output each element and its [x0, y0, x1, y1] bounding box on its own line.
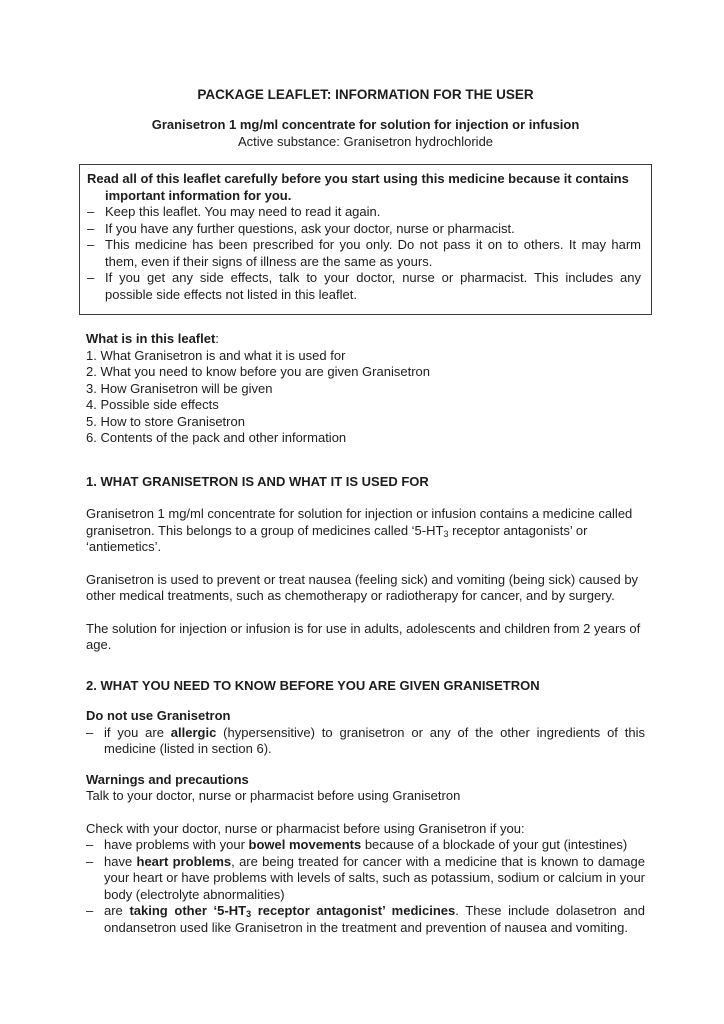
- warning-bullet: [86, 903, 645, 936]
- bullet-dash: –: [87, 204, 95, 219]
- paragraph: The solution for injection or infusion is for use in adults, adolescents and children from 2 years of age.: [86, 620, 641, 652]
- paragraph: [86, 506, 645, 556]
- box-heading: Read all of this leaflet carefully before you start using this medicine because it contains important information for you.: [87, 171, 629, 203]
- list-item: [87, 270, 641, 303]
- text-segment: have problems with your: [104, 837, 249, 852]
- warnings-heading: Warnings and precautions: [86, 771, 249, 787]
- active-substance: Active substance: Granisetron hydrochloride: [237, 133, 494, 149]
- text-segment: are: [104, 903, 130, 918]
- toc-heading-text: What is in this leaflet: [86, 331, 216, 346]
- page-title: PACKAGE LEAFLET: INFORMATION FOR THE USER: [197, 87, 534, 102]
- do-not-use-bullet: [86, 725, 645, 758]
- warning-bullet: [86, 854, 645, 904]
- list-item: [87, 204, 641, 221]
- list-item: [87, 221, 641, 238]
- subscript: 3: [246, 909, 252, 919]
- toc-heading-colon: :: [215, 331, 219, 346]
- subscript: 3: [443, 528, 449, 539]
- bullet-dash: –: [86, 837, 94, 852]
- bold-text: [129, 903, 455, 918]
- bullet-dash: –: [86, 724, 94, 740]
- paragraph: Granisetron is used to prevent or treat nausea (feeling sick) and vomiting (being sick) caused by other medical treatments, such as chemotherapy or radiotherapy for cancer, and by surgery.: [86, 571, 639, 603]
- bullet-dash: –: [86, 903, 94, 918]
- bold-text: allergic: [170, 724, 217, 740]
- toc-item: 1. What Granisetron is and what it is used for: [86, 347, 346, 363]
- bullet-text: [104, 837, 645, 854]
- bullet-dash: –: [87, 237, 95, 252]
- toc: [86, 331, 645, 447]
- bullet-dash: –: [87, 220, 95, 236]
- toc-item: 6. Contents of the pack and other information: [86, 430, 347, 445]
- bold-text: heart problems: [136, 853, 232, 869]
- bullet-text: [104, 903, 645, 936]
- section-1-heading: 1. WHAT GRANISETRON IS AND WHAT IT IS USED FOR: [86, 473, 429, 489]
- product-name: Granisetron 1 mg/ml concentrate for solution for injection or infusion: [151, 117, 580, 132]
- check-intro: Check with your doctor, nurse or pharmacist before using Granisetron if you:: [86, 820, 525, 836]
- warnings-intro: Talk to your doctor, nurse or pharmacist before using Granisetron: [86, 788, 461, 803]
- toc-item: 5. How to store Granisetron: [86, 413, 245, 429]
- bullet-text: Keep this leaflet. You may need to read it again.: [105, 204, 381, 219]
- text-segment: taking other ‘5-HT: [129, 903, 247, 918]
- do-not-use-heading: Do not use Granisetron: [86, 708, 231, 723]
- toc-item: 2. What you need to know before you are given Granisetron: [86, 364, 430, 379]
- read-carefully-box: [79, 164, 652, 315]
- toc-item: 4. Possible side effects: [86, 397, 219, 412]
- toc-item: 3. How Granisetron will be given: [86, 380, 273, 396]
- toc-heading: [86, 331, 645, 348]
- bullet-text: If you get any side effects, talk to your doctor, nurse or pharmacist. This includes any possible side effects not listed in this leaflet.: [105, 270, 641, 302]
- text-segment: because of a blockade of your gut (intestines): [361, 837, 628, 852]
- text-segment: if you are: [104, 724, 171, 740]
- text-segment: , are being treated for cancer with a medicine that is known to damage your heart or have problems with levels of salts, such as potassium, sodium or calcium in your body (electrolyte abnormalities): [104, 853, 645, 902]
- text-segment: Granisetron 1 mg/ml concentrate for solution for injection or infusion contains a medicine called granisetron. This belongs to a group of medicines called ‘5-HT: [86, 506, 633, 538]
- section-2-heading: 2. WHAT YOU NEED TO KNOW BEFORE YOU ARE GIVEN GRANISETRON: [86, 677, 540, 693]
- warning-bullet: [86, 837, 645, 854]
- text-segment: . These include dolasetron and ondansetron used like Granisetron in the treatment and prevention of nausea and vomiting.: [104, 903, 646, 935]
- page-content: [79, 86, 652, 936]
- list-item: [87, 237, 641, 270]
- bullet-text: [104, 854, 645, 904]
- bullet-dash: –: [87, 270, 95, 285]
- text-segment: have: [104, 853, 137, 869]
- bullet-text: [104, 725, 645, 758]
- bullet-text: This medicine has been prescribed for you only. Do not pass it on to others. It may harm them, even if their signs of illness are the same as yours.: [105, 237, 641, 269]
- bold-text: bowel movements: [248, 837, 362, 852]
- text-segment: receptor antagonists’ or ‘antiemetics’.: [86, 522, 588, 554]
- text-segment: (hypersensitive) to granisetron or any of the other ingredients of this medicine (listed in section 6).: [104, 724, 645, 756]
- bullet-text: If you have any further questions, ask your doctor, nurse or pharmacist.: [105, 220, 515, 236]
- bullet-dash: –: [86, 853, 94, 869]
- text-segment: receptor antagonist’ medicines: [251, 903, 456, 918]
